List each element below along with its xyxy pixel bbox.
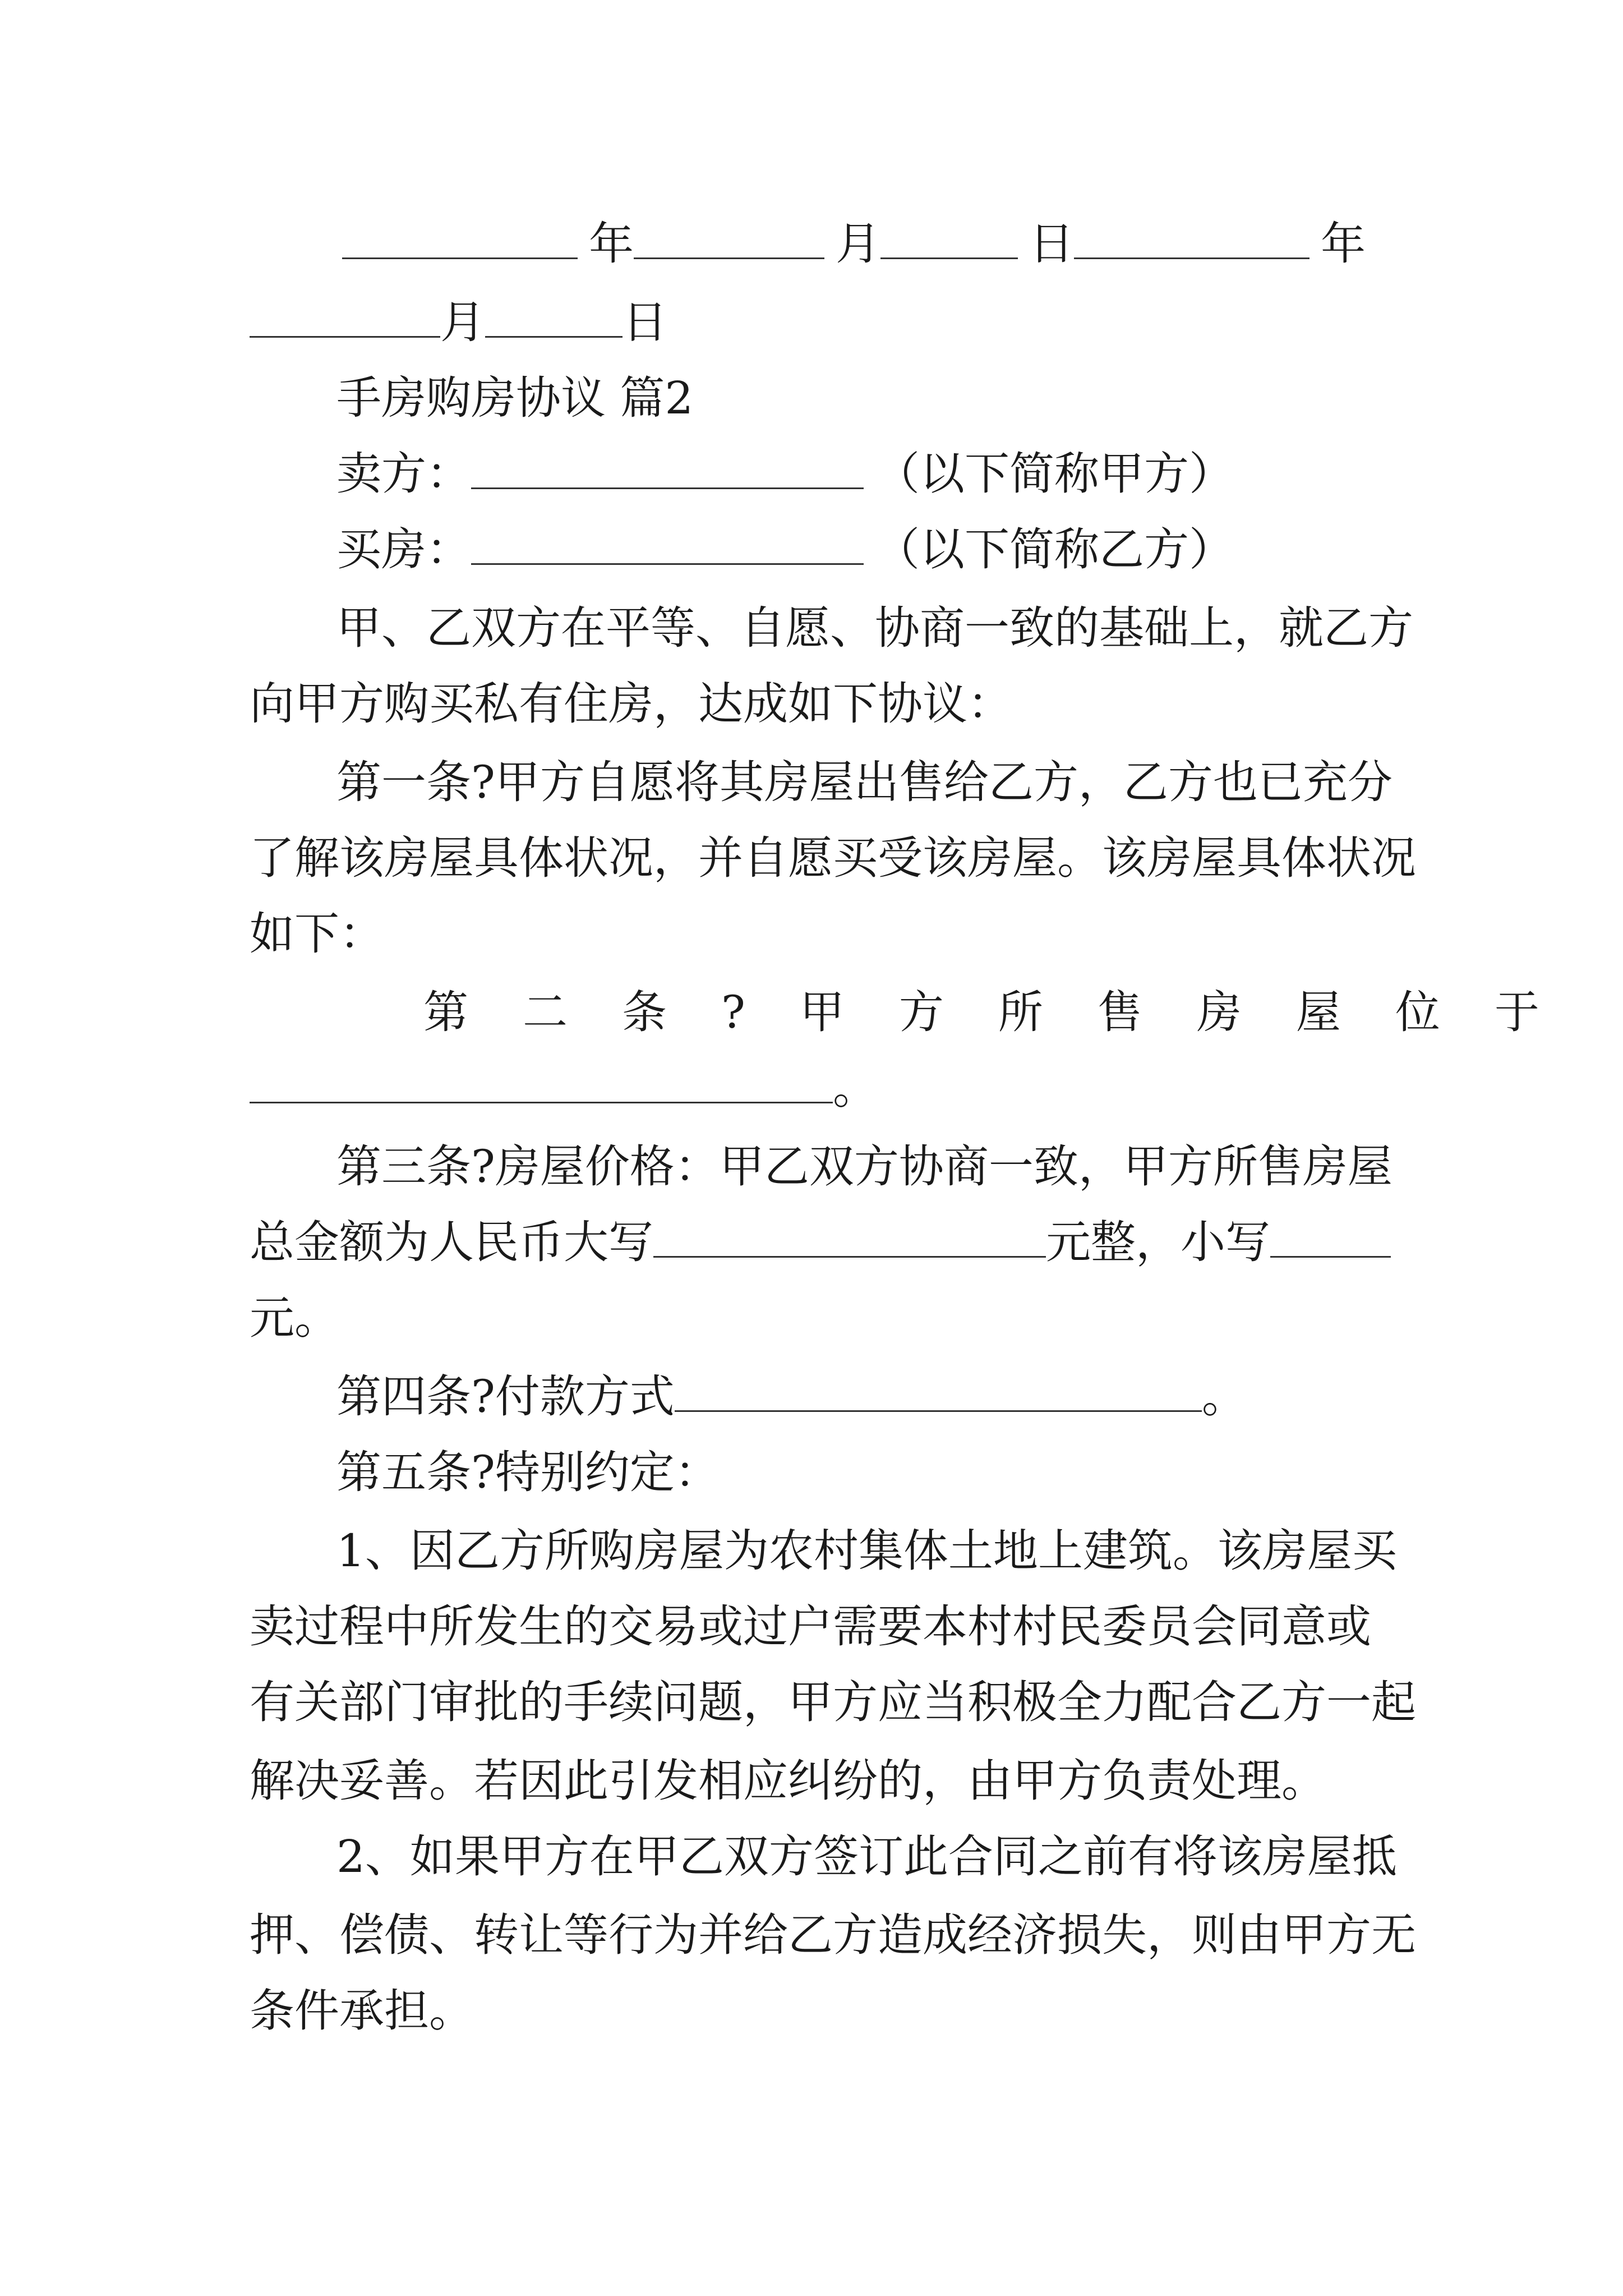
article3-line-3: 元。 bbox=[250, 1292, 339, 1344]
article2-line-2 bbox=[250, 1060, 1371, 1116]
payment-method-blank[interactable] bbox=[675, 1372, 1202, 1412]
date-line-1 bbox=[250, 216, 1371, 272]
buyer-blank[interactable] bbox=[471, 525, 864, 565]
article1-line-3: 如下： bbox=[250, 908, 384, 960]
article3-line-1: 第三条?房屋价格：甲乙双方协商一致，甲方所售房屋 bbox=[336, 1140, 1393, 1193]
article2-period: 。 bbox=[833, 1062, 878, 1114]
day-label-1: 日 bbox=[1029, 218, 1074, 270]
blank-year-1[interactable] bbox=[342, 219, 578, 259]
article1-line-1: 第一条?甲方自愿将其房屋出售给乙方，乙方也已充分 bbox=[336, 756, 1393, 808]
article2-text: 第二条?甲方所售房屋位于 bbox=[423, 986, 1594, 1038]
seller-note: （以下简称甲方） bbox=[875, 448, 1234, 500]
date-line-2 bbox=[250, 295, 1371, 351]
article4-line bbox=[336, 1369, 1371, 1425]
amount-upper-label: 总金额为人民币大写 bbox=[250, 1216, 653, 1268]
blank-year-2[interactable] bbox=[1074, 219, 1310, 259]
buyer-line bbox=[336, 522, 1371, 578]
seller-line bbox=[336, 446, 1371, 502]
clause2-line-1: 2、如果甲方在甲乙双方签订此合同之前有将该房屋抵 bbox=[336, 1830, 1397, 1883]
month-label-1: 月 bbox=[836, 218, 880, 270]
seller-label: 卖方： bbox=[336, 448, 471, 500]
blank-month-1[interactable] bbox=[634, 219, 824, 259]
seller-blank[interactable] bbox=[471, 449, 864, 489]
blank-day-2[interactable] bbox=[485, 298, 623, 338]
clause2-line-2: 押、偿债、转让等行为并给乙方造成经济损失，则由甲方无 bbox=[250, 1909, 1416, 1961]
month-label-2: 月 bbox=[440, 296, 485, 348]
article4-text: 第四条?付款方式 bbox=[336, 1370, 675, 1423]
buyer-note: （以下简称乙方） bbox=[875, 523, 1234, 576]
amount-upper-blank[interactable] bbox=[653, 1218, 1046, 1258]
amount-lower-blank[interactable] bbox=[1270, 1218, 1391, 1258]
location-blank[interactable] bbox=[250, 1064, 833, 1103]
day-label-2: 日 bbox=[623, 296, 667, 348]
amount-lower-label: 元整，小写 bbox=[1046, 1216, 1270, 1268]
clause1-line-4: 解决妥善。若因此引发相应纠纷的，由甲方负责处理。 bbox=[250, 1755, 1326, 1807]
clause1-line-1: 1、因乙方所购房屋为农村集体土地上建筑。该房屋买 bbox=[336, 1525, 1397, 1577]
article1-line-2: 了解该房屋具体状况，并自愿买受该房屋。该房屋具体状况 bbox=[250, 832, 1416, 884]
agreement-title: 手房购房协议 篇2 bbox=[336, 372, 694, 424]
clause2-line-3: 条件承担。 bbox=[250, 1985, 474, 2037]
article2-line-1 bbox=[423, 984, 1594, 1041]
year-label-2: 年 bbox=[1321, 218, 1366, 270]
intro-line-2: 向甲方购买私有住房，达成如下协议： bbox=[250, 678, 1012, 730]
clause1-line-2: 卖过程中所发生的交易或过户需要本村村民委员会同意或 bbox=[250, 1600, 1371, 1653]
article3-line-2 bbox=[250, 1214, 1371, 1271]
blank-day-1[interactable] bbox=[880, 219, 1018, 259]
blank-month-2[interactable] bbox=[250, 298, 440, 338]
article4-period: 。 bbox=[1201, 1370, 1247, 1423]
buyer-label: 买房： bbox=[336, 523, 471, 576]
article5-line: 第五条?特别约定： bbox=[336, 1446, 720, 1498]
year-label-1: 年 bbox=[589, 218, 634, 270]
clause1-line-3: 有关部门审批的手续问题，甲方应当积极全力配合乙方一起 bbox=[250, 1676, 1416, 1728]
intro-line-1: 甲、乙双方在平等、自愿、协商一致的基础上，就乙方 bbox=[336, 602, 1413, 654]
